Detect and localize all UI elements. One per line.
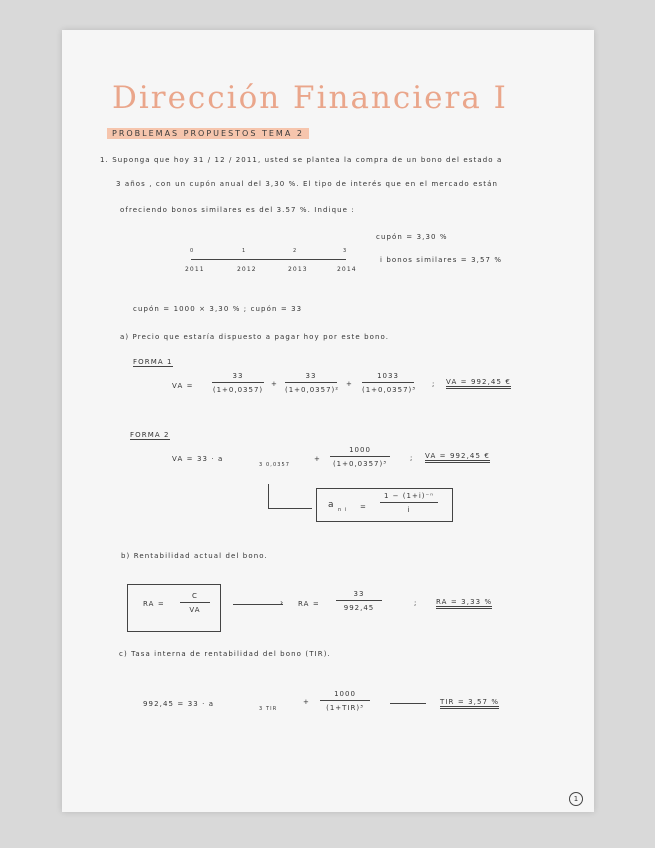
annuity-sub: n i (338, 507, 348, 513)
f2-expression: VA = 33 · a (172, 455, 224, 463)
f2-fraction (330, 446, 390, 468)
page-title: Dirección Financiera I (112, 80, 508, 116)
annuity-equals: = (360, 503, 367, 511)
connector-horizontal (268, 508, 312, 509)
f1-term-3-den: (1+0,0357)³ (362, 386, 417, 394)
box-ra-num: C (180, 592, 210, 603)
f1-term-2 (285, 372, 340, 394)
tir-den: (1+TIR)³ (326, 704, 364, 712)
part-b-label: b) Rentabilidad actual del bono. (121, 552, 268, 560)
arrow-head-b: › (280, 598, 285, 607)
f1-result: VA = 992,45 € (446, 378, 511, 389)
timeline-year-2014: 2014 (337, 266, 357, 273)
problem-line-1: 1. Suponga que hoy 31 / 12 / 2011, usted se plantea la compra de un bono del estado a (100, 156, 503, 164)
connector-vertical (268, 484, 269, 508)
box-ra-label: RA = (143, 600, 165, 608)
note-cupon: cupón = 3,30 % (376, 233, 448, 241)
plus-c: + (303, 698, 310, 706)
tir-num: 1000 (320, 690, 370, 701)
f1-term-2-num: 33 (285, 372, 337, 383)
box-ra-fraction (180, 592, 210, 614)
tir-equation: 992,45 = 33 · a (143, 700, 215, 708)
timeline-year-2012: 2012 (237, 266, 257, 273)
arrow-line-b (233, 604, 283, 605)
plus-2: + (346, 380, 353, 388)
section-heading: PROBLEMAS PROPUESTOS TEMA 2 (107, 128, 309, 139)
part-a-label: a) Precio que estaría dispuesto a pagar hoy por este bono. (120, 333, 390, 341)
arrow-line-c (390, 703, 426, 704)
part-c-label: c) Tasa interna de rentabilidad del bono (TIR). (119, 650, 331, 658)
timeline-year-2013: 2013 (288, 266, 308, 273)
forma-1-label: FORMA 1 (133, 358, 173, 366)
semicolon-f2: ; (410, 454, 414, 462)
f1-term-3 (362, 372, 417, 394)
annuity-fraction (380, 492, 438, 514)
f2-result: VA = 992,45 € (425, 452, 490, 463)
annuity-symbol: a (328, 500, 335, 510)
box-ra-den: VA (189, 606, 201, 614)
annuity-fraction-num: 1 − (1+i)⁻ⁿ (380, 492, 438, 503)
ra-fraction (336, 590, 382, 612)
f1-term-2-den: (1+0,0357)² (285, 386, 340, 394)
plus-f2: + (314, 455, 321, 463)
ra-num: 33 (336, 590, 382, 601)
page-number: 1 (569, 792, 583, 806)
tir-fraction (320, 690, 370, 712)
timeline-tick-1: 1 (242, 248, 247, 254)
note-bonos-similares: i bonos similares = 3,57 % (380, 256, 503, 264)
timeline-tick-3: 3 (343, 248, 348, 254)
ra-den: 992,45 (343, 604, 375, 612)
f2-fraction-den: (1+0,0357)³ (332, 460, 388, 468)
timeline-tick-2: 2 (293, 248, 298, 254)
timeline-year-2011: 2011 (185, 266, 205, 273)
f1-term-1 (212, 372, 264, 394)
f2-annuity-sub: 3 0,0357 (259, 462, 291, 468)
timeline-axis (191, 259, 346, 260)
f1-term-1-num: 33 (212, 372, 264, 383)
cupon-calculation: cupón = 1000 × 3,30 % ; cupón = 33 (133, 305, 303, 313)
va-label-f1: VA = (172, 382, 194, 390)
plus-1: + (271, 380, 278, 388)
tir-annuity-sub: 3 TIR (259, 706, 278, 712)
f1-term-3-num: 1033 (362, 372, 414, 383)
f2-fraction-num: 1000 (330, 446, 390, 457)
annuity-fraction-den: i (407, 506, 411, 514)
semicolon-f1: ; (432, 380, 436, 388)
forma-2-label: FORMA 2 (130, 431, 170, 439)
ra-result: RA = 3,33 % (436, 598, 492, 609)
ra-label: RA = (298, 600, 320, 608)
f1-term-1-den: (1+0,0357) (212, 386, 264, 394)
semicolon-b: ; (414, 599, 418, 607)
tir-result: TIR = 3,57 % (440, 698, 499, 709)
problem-line-3: ofreciendo bonos similares es del 3.57 %. Indique : (120, 206, 355, 214)
problem-line-2: 3 años , con un cupón anual del 3,30 %. El tipo de interés que en el mercado están (116, 180, 498, 188)
timeline-tick-0: 0 (190, 248, 195, 254)
